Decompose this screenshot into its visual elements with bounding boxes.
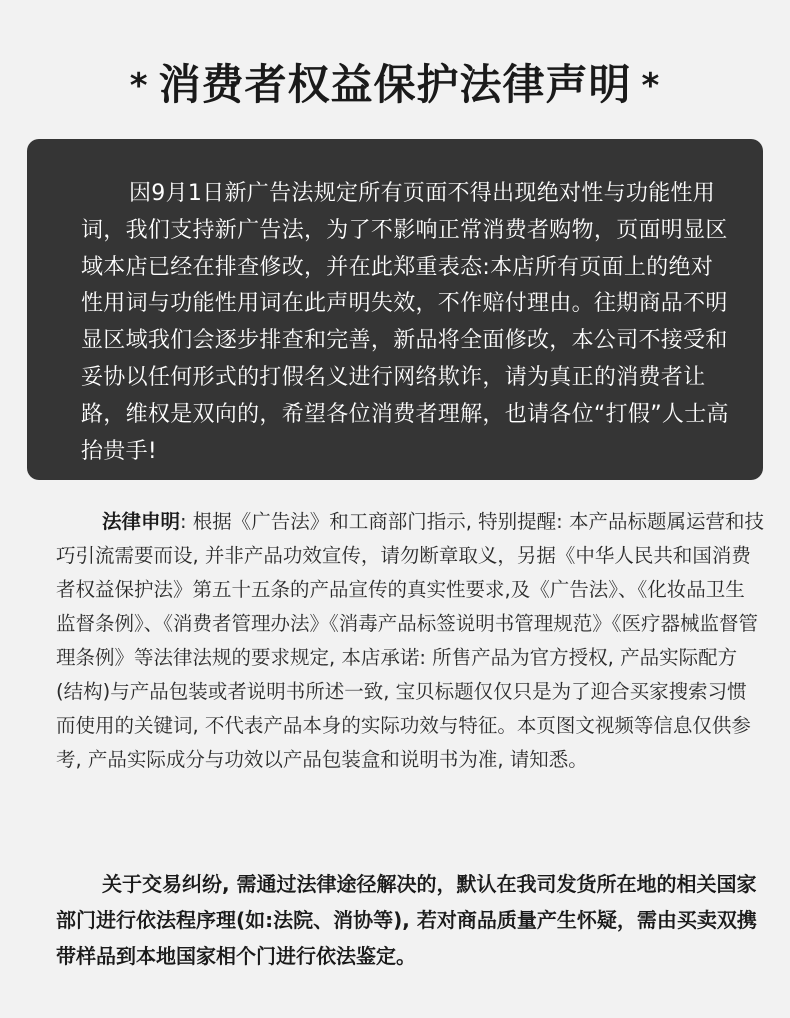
notice-text: 因9月1日新广告法规定所有页面不得出现绝对性与功能性用词，我们支持新广告法，为了不影响正常消费者购物，页面明显区域本店已经在排查修改，并在此郑重表态:本店所有页面上的绝对性用词与功能性用词在此声明失效，不作赔付理由。往期商品不明显区域我们会逐步排查和完善，新品将全面修改，本公司不接受和妥协以任何形式的打假名义进行网络欺诈，请为真正的消费者让路，维权是双向的，希望各位消费者理解，也请各位“打假”人士高抬贵手! [81, 181, 729, 464]
notice-box [27, 139, 763, 480]
legal-lead: 法律申明 [102, 510, 181, 533]
title-star-right: * [641, 66, 661, 106]
legal-statement [56, 505, 764, 777]
page-title [0, 52, 790, 112]
legal-text: : 根据《广告法》和工商部门指示, 特别提醒: 本产品标题属运营和技巧引流需要而设, 并非产品功效宣传，请勿断章取义，另据《中华人民共和国消费者权益保护法》第五十五条的产品宣传的真实性要求,及《广告法》、《化妆品卫生监督条例》、《消费者管理办法》《消毒产品标签说明书管理规范》《医疗器械监督管理条例》等法律法规的要求规定, 本店承诺: 所售产品为官方授权, 产品实际配方(结构)与产品包装或者说明书所述一致, 宝贝标题仅仅只是为了迎合买家搜索习惯而使用的关键词, 不代表产品本身的实际功效与特征。本页图文视频等信息仅供参考, 产品实际成分与功效以产品包装盒和说明书为准, 请知悉。 [56, 510, 764, 771]
title-star-left: * [129, 66, 149, 106]
title-text: 消费者权益保护法律声明 [158, 60, 632, 109]
dispute-statement: 关于交易纠纷, 需通过法律途径解决的，默认在我司发货所在地的相关国家部门进行依法程序理(如:法院、消协等), 若对商品质量产生怀疑，需由买卖双携带样品到本地国家相个门进行依法鉴定。 [56, 872, 757, 968]
